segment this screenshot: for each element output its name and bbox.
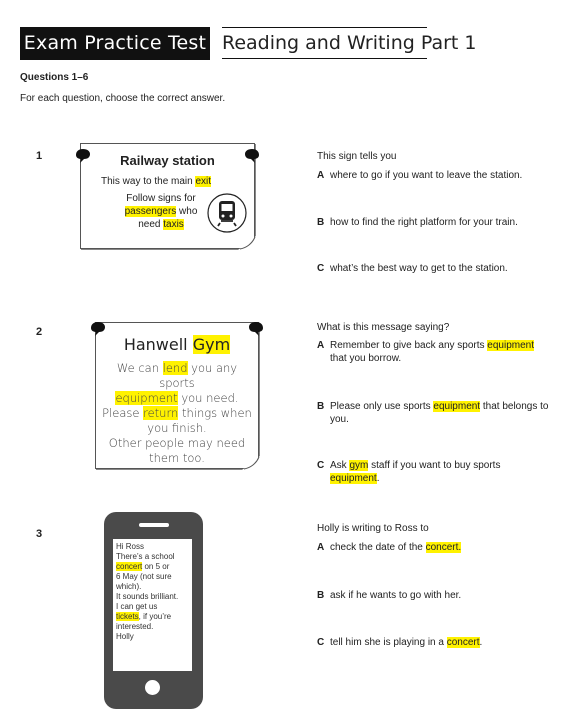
sign-body: We can lend you any sports equipment you need. Please return things when you finish. Other people may need them too. bbox=[102, 361, 252, 465]
question-prompt: Holly is writing to Ross to bbox=[317, 523, 429, 534]
railway-sign bbox=[80, 143, 255, 249]
option-c[interactable]: C tell him she is playing in a concert. bbox=[317, 637, 483, 648]
question-prompt: What is this message saying? bbox=[317, 322, 450, 333]
questions-range: Questions 1–6 bbox=[20, 72, 89, 83]
question-number-3: 3 bbox=[36, 528, 43, 540]
instruction: For each question, choose the correct answer. bbox=[20, 93, 226, 104]
phone-message: Hi Ross There’s a school concert on 5 or 6 May (not sure which). It sounds brilliant. I can get us tickets, if you’re interested. Holly bbox=[113, 539, 192, 671]
option-c[interactable]: C what’s the best way to get to the station. bbox=[317, 263, 508, 274]
question-number-2: 2 bbox=[36, 326, 43, 338]
question-number-1: 1 bbox=[36, 150, 43, 162]
phone bbox=[104, 512, 203, 709]
page-curl-icon bbox=[238, 236, 256, 250]
option-c[interactable]: C Ask gym staff if you want to buy sports equipment. bbox=[317, 460, 501, 484]
test-label: Exam Practice Test 2 bbox=[20, 27, 210, 60]
option-b[interactable]: B how to find the right platform for your train. bbox=[317, 217, 518, 228]
sign-title: Railway station bbox=[120, 153, 215, 168]
speaker-icon bbox=[139, 523, 169, 527]
option-a[interactable]: A Remember to give back any sports equipment that you borrow. bbox=[317, 340, 534, 364]
option-b[interactable]: B Please only use sports equipment that belongs to you. bbox=[317, 401, 549, 425]
gym-sign bbox=[95, 322, 259, 469]
sign-line: Follow signs for passengers who need taxis bbox=[124, 193, 198, 230]
sign-title: Hanwell Gym bbox=[123, 335, 231, 354]
option-b[interactable]: B ask if he wants to go with her. bbox=[317, 590, 462, 601]
page-curl-icon bbox=[242, 456, 260, 470]
home-button-icon bbox=[145, 680, 160, 695]
train-icon bbox=[207, 193, 247, 233]
part-title: Reading and Writing Part 1 bbox=[222, 27, 427, 59]
sign-line: This way to the main exit bbox=[101, 176, 212, 187]
option-a[interactable]: A where to go if you want to leave the station. bbox=[317, 170, 523, 181]
option-a[interactable]: A check the date of the concert. bbox=[317, 542, 462, 553]
question-prompt: This sign tells you bbox=[317, 151, 397, 162]
